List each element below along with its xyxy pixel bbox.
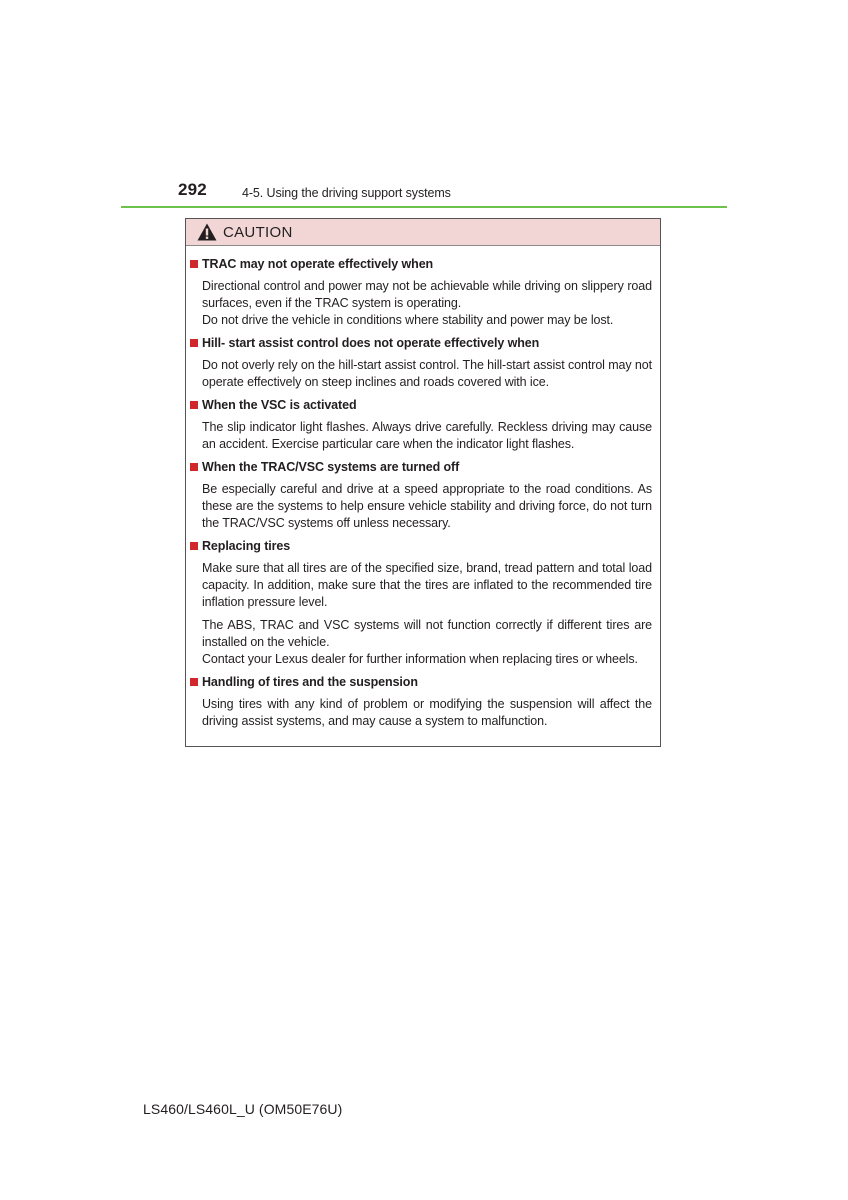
red-square-bullet-icon	[190, 401, 198, 409]
item-paragraph: The ABS, TRAC and VSC systems will not function correctly if different tires are installed on the vehicle.	[202, 618, 652, 649]
caution-item-tires-suspension	[190, 674, 652, 730]
red-square-bullet-icon	[190, 542, 198, 550]
warning-triangle-icon	[197, 223, 217, 241]
item-paragraph: Do not drive the vehicle in conditions where stability and power may be lost.	[202, 313, 614, 327]
item-paragraph: The slip indicator light flashes. Always drive carefully. Reckless driving may cause an accident. Exercise particular care when the indicator light flashes.	[202, 420, 652, 451]
item-paragraph: Make sure that all tires are of the specified size, brand, tread pattern and total load capacity. In addition, make sure that the tires are inflated to the recommended tire inflation pressure level.	[202, 561, 652, 609]
item-paragraph: Directional control and power may not be achievable while driving on slippery road surfaces, even if the TRAC system is operating.	[202, 279, 652, 310]
red-square-bullet-icon	[190, 678, 198, 686]
item-paragraph: Be especially careful and drive at a speed appropriate to the road conditions. As these are the systems to help ensure vehicle stability and driving force, do not turn the TRAC/VSC systems off unless necessary.	[202, 482, 652, 530]
item-heading	[190, 335, 652, 351]
caution-item-trac	[190, 256, 652, 329]
caution-body	[186, 246, 660, 730]
item-heading-text: Hill- start assist control does not operate effectively when	[202, 336, 540, 350]
item-heading	[190, 397, 652, 413]
caution-item-systems-off	[190, 459, 652, 532]
item-paragraph: Do not overly rely on the hill-start assist control. The hill-start assist control may not operate effectively on steep inclines and roads covered with ice.	[202, 358, 652, 389]
item-heading	[190, 538, 652, 554]
caution-item-vsc-activated	[190, 397, 652, 453]
header-rule	[121, 206, 727, 208]
item-heading-text: TRAC may not operate effectively when	[202, 257, 434, 271]
red-square-bullet-icon	[190, 339, 198, 347]
caution-box	[185, 218, 661, 747]
red-square-bullet-icon	[190, 260, 198, 268]
caution-item-replacing-tires	[190, 538, 652, 668]
red-square-bullet-icon	[190, 463, 198, 471]
page-number: 292	[178, 180, 207, 199]
item-heading-text: When the TRAC/VSC systems are turned off	[202, 460, 460, 474]
caution-header	[186, 219, 660, 246]
caution-label: CAUTION	[223, 223, 293, 241]
item-heading-text: When the VSC is activated	[202, 398, 357, 412]
item-heading-text: Handling of tires and the suspension	[202, 675, 418, 689]
section-title: 4-5. Using the driving support systems	[242, 186, 451, 200]
item-heading-text: Replacing tires	[202, 539, 291, 553]
item-paragraph: Using tires with any kind of problem or modifying the suspension will affect the driving assist systems, and may cause a system to malfunction.	[202, 697, 652, 728]
item-heading	[190, 459, 652, 475]
item-heading	[190, 674, 652, 690]
caution-item-hill-start	[190, 335, 652, 391]
footer-model-code: LS460/LS460L_U (OM50E76U)	[143, 1101, 343, 1117]
item-paragraph: Contact your Lexus dealer for further information when replacing tires or wheels.	[202, 652, 638, 666]
item-heading	[190, 256, 652, 272]
